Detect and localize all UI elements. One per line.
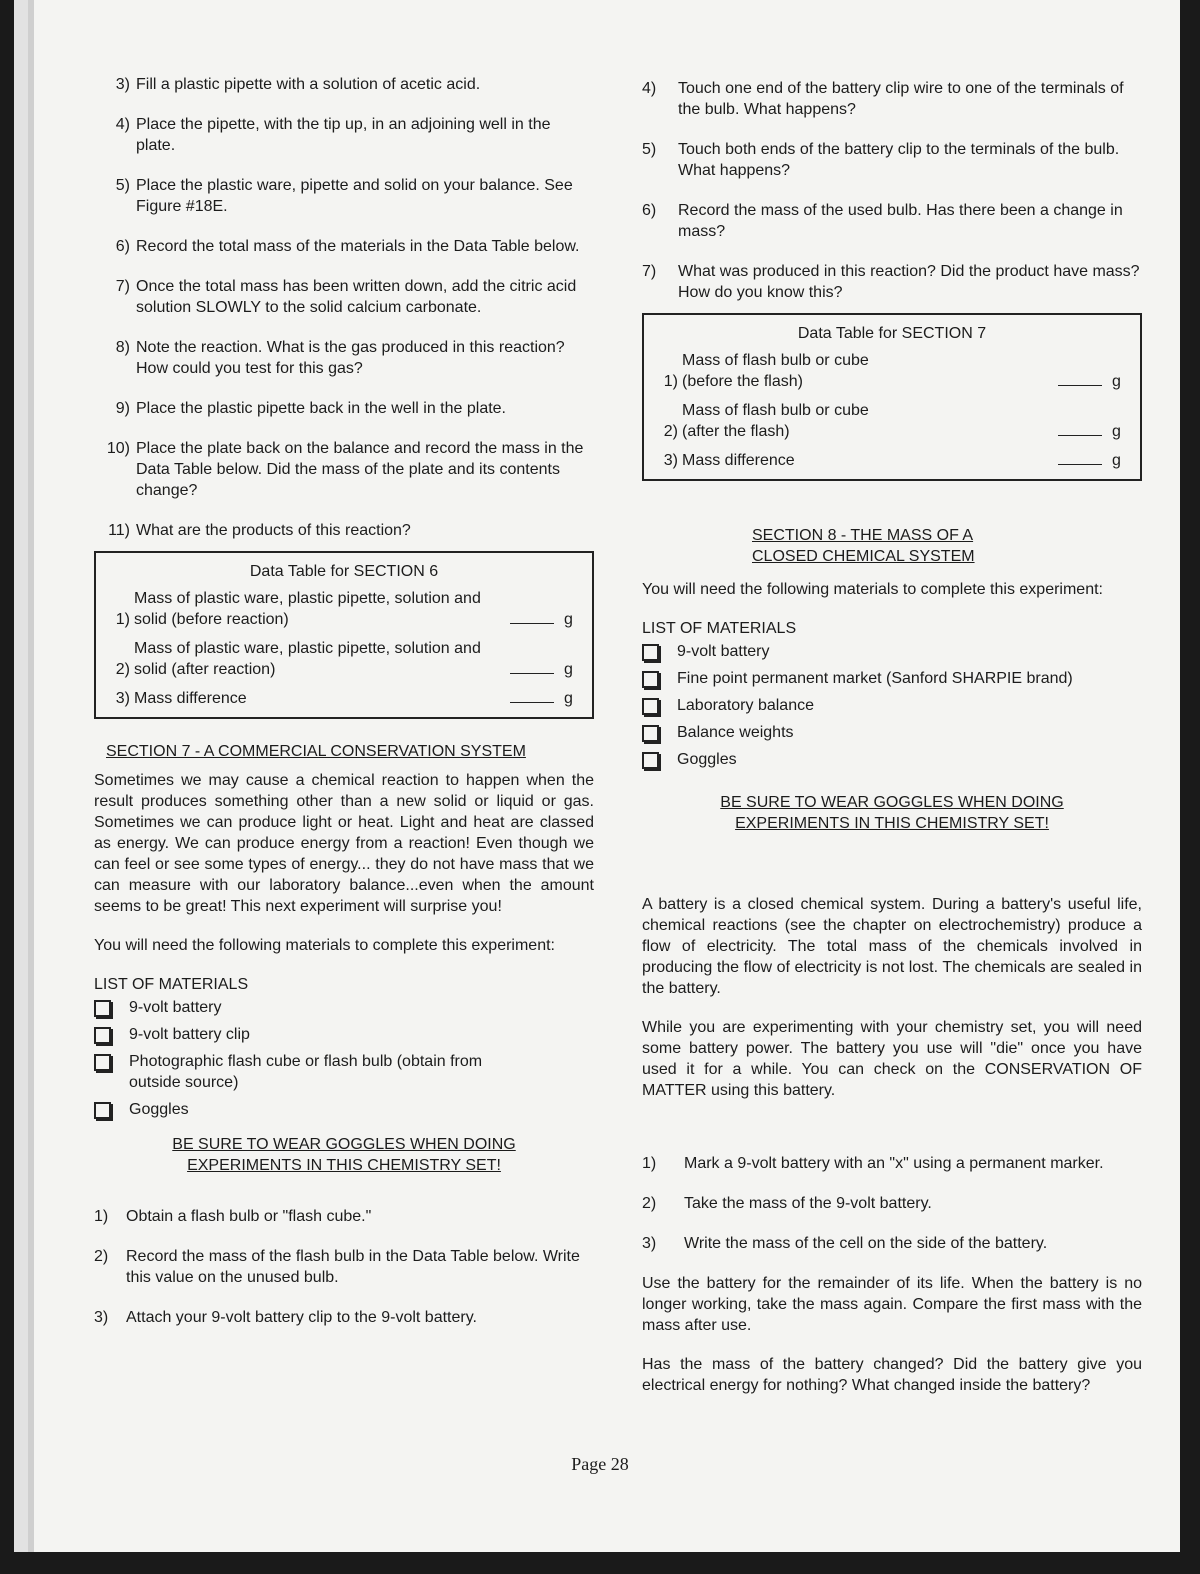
checkbox-icon — [94, 1102, 111, 1119]
checkbox-icon — [642, 725, 659, 742]
left-step-11: 11) What are the products of this reaction? — [108, 522, 411, 539]
materials-need-text: You will need the following materials to complete this experiment: — [642, 581, 1103, 598]
section-7-intro: Sometimes we may cause a chemical reaction to happen when the result produces something other than a new solid or liquid or gas. Sometimes we can produce light or heat. Light and heat are classed as energy. We can produce energy from a reaction! Even though we can feel or see some types of energy... they do not have mass that we can measure with our laboratory balance...even when the amount seems to be great! This next experiment will surprise you! — [94, 772, 594, 915]
list-item: Fine point permanent market (Sanford SHARPIE brand) — [642, 668, 1142, 689]
right-step-6: 6) Record the mass of the used bulb. Has there been a change in mass? — [642, 202, 1123, 240]
right-step-b3: 3) Write the mass of the cell on the side of the battery. — [642, 1235, 1048, 1252]
materials-need-text: You will need the following materials to complete this experiment: — [94, 937, 555, 954]
battery-paragraph: A battery is a closed chemical system. During a battery's useful life, chemical reactions (see the chapter on electrochemistry) produce a flow of electricity. The total mass of the chemicals involved in producing the flow of electricity is not lost. The chemicals are sealed in the battery. — [642, 896, 1142, 997]
right-step-7: 7) What was produced in this reaction? Did the product have mass? How do you know this? — [642, 263, 1140, 301]
table-row: 1) Mass of plastic ware, plastic pipette, solution and solid (before reaction) g — [115, 590, 573, 628]
list-item: Goggles — [642, 749, 1142, 770]
table-row: 1) Mass of flash bulb or cube (before the flash) g — [663, 352, 1121, 390]
checkbox-icon — [642, 644, 659, 661]
answer-blank — [510, 673, 554, 674]
checkbox-icon — [642, 698, 659, 715]
list-item: Laboratory balance — [642, 695, 1142, 716]
checkbox-icon — [94, 1054, 111, 1071]
left-step-b3: 3) Attach your 9-volt battery clip to the 9-volt battery. — [94, 1309, 477, 1326]
page-number: Page 28 — [571, 1454, 629, 1474]
list-item: 9-volt battery clip — [94, 1024, 594, 1045]
right-step-5: 5) Touch both ends of the battery clip to the terminals of the bulb. What happens? — [642, 141, 1120, 179]
list-item: Goggles — [94, 1099, 594, 1120]
table-title: Data Table for SECTION 6 — [249, 563, 439, 580]
answer-blank — [510, 623, 554, 624]
answer-blank — [510, 702, 554, 703]
table-row: 2) Mass of flash bulb or cube (after the flash) g — [663, 402, 1121, 440]
goggles-warning: BE SURE TO WEAR GOGGLES WHEN DOING EXPERIMENTS IN THIS CHEMISTRY SET! — [720, 794, 1064, 832]
table-row: 3) Mass difference g — [115, 690, 573, 707]
materials-list-heading: LIST OF MATERIALS — [94, 976, 249, 993]
list-item: Photographic flash cube or flash bulb (obtain from outside source) — [94, 1051, 594, 1093]
materials-list-heading: LIST OF MATERIALS — [642, 620, 797, 637]
answer-blank — [1058, 385, 1102, 386]
left-step-10: 10) Place the plate back on the balance and record the mass in the Data Table below. Did the mass of the plate and its contents change? — [106, 440, 584, 499]
table-title: Data Table for SECTION 7 — [797, 325, 987, 342]
list-item: 9-volt battery — [642, 641, 1142, 662]
list-item: Balance weights — [642, 722, 1142, 743]
section-7-heading: SECTION 7 - A COMMERCIAL CONSERVATION SYSTEM — [106, 743, 526, 760]
data-table-section-7 — [642, 313, 1142, 481]
battery-paragraph: Use the battery for the remainder of its life. When the battery is no longer working, take the mass again. Compare the first mass with the mass after use. — [642, 1275, 1142, 1334]
list-item: 9-volt battery — [94, 997, 594, 1018]
left-step-6: 6) Record the total mass of the materials in the Data Table below. — [115, 238, 580, 255]
left-step-5: 5) Place the plastic ware, pipette and solid on your balance. See Figure #18E. — [115, 177, 573, 215]
document-page — [14, 0, 1180, 1552]
data-table-section-6 — [94, 551, 594, 719]
right-column — [642, 78, 1142, 1414]
left-step-b2: 2) Record the mass of the flash bulb in the Data Table below. Write this value on the unused bulb. — [94, 1248, 580, 1286]
checkbox-icon — [642, 671, 659, 688]
checkbox-icon — [94, 1000, 111, 1017]
right-step-b2: 2) Take the mass of the 9-volt battery. — [642, 1195, 932, 1212]
battery-paragraph: Has the mass of the battery changed? Did the battery give you electrical energy for nothing? What changed inside the battery? — [642, 1356, 1142, 1394]
left-step-b1: 1) Obtain a flash bulb or "flash cube." — [94, 1208, 372, 1225]
table-row: 2) Mass of plastic ware, plastic pipette, solution and solid (after reaction) g — [115, 640, 573, 678]
section-8-heading: SECTION 8 - THE MASS OF A CLOSED CHEMICAL SYSTEM — [752, 527, 975, 565]
table-row: 3) Mass difference g — [663, 452, 1121, 469]
left-step-8: 8) Note the reaction. What is the gas produced in this reaction? How could you test for this gas? — [115, 339, 565, 377]
right-step-4: 4) Touch one end of the battery clip wire to one of the terminals of the bulb. What happens? — [642, 80, 1124, 118]
checkbox-icon — [94, 1027, 111, 1044]
left-step-9: 9) Place the plastic pipette back in the well in the plate. — [115, 400, 506, 417]
left-step-3: 3) Fill a plastic pipette with a solution of acetic acid. — [115, 76, 481, 93]
left-step-7: 7) Once the total mass has been written down, add the citric acid solution SLOWLY to the solid calcium carbonate. — [115, 278, 577, 316]
answer-blank — [1058, 464, 1102, 465]
left-column — [94, 74, 594, 1347]
goggles-warning: BE SURE TO WEAR GOGGLES WHEN DOING EXPERIMENTS IN THIS CHEMISTRY SET! — [172, 1136, 516, 1174]
right-step-b1: 1) Mark a 9-volt battery with an "x" using a permanent marker. — [642, 1155, 1104, 1172]
battery-paragraph: While you are experimenting with your chemistry set, you will need some battery power. The battery you use will "die" once you have used it for a while. You can check on the CONSERVATION OF MATTER using this battery. — [642, 1019, 1142, 1099]
left-step-4: 4) Place the pipette, with the tip up, in an adjoining well in the plate. — [115, 116, 551, 154]
answer-blank — [1058, 435, 1102, 436]
checkbox-icon — [642, 752, 659, 769]
